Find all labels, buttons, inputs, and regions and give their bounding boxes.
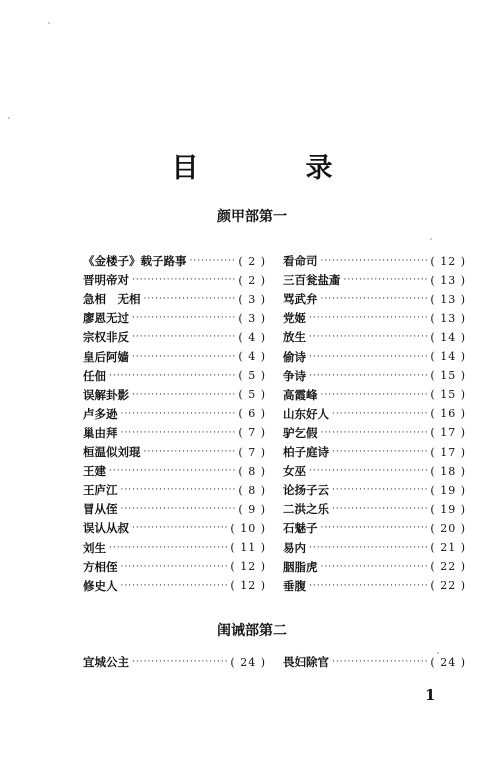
section-heading: 闺诫部第二 [217, 623, 287, 639]
entry-title: 柏子庭诗 [283, 445, 329, 459]
toc-entry [283, 425, 466, 441]
dot-leader [109, 466, 235, 476]
toc-entry [83, 520, 266, 536]
dot-leader [309, 313, 427, 323]
entry-title: 冒从侄 [83, 502, 118, 517]
entry-title: 宗权非反 [83, 330, 129, 345]
dot-leader [332, 504, 427, 514]
section-heading: 颜甲部第一 [217, 209, 287, 225]
scan-speck [430, 238, 432, 240]
dot-leader [309, 466, 427, 476]
dot-leader [321, 523, 428, 533]
entry-page: ( 4 ) [238, 330, 266, 344]
toc-entry [83, 425, 266, 441]
entry-page: ( 22 ) [430, 560, 466, 574]
entry-title: 廖恩无过 [83, 311, 129, 326]
entry-page: ( 14 ) [430, 350, 466, 363]
entry-page: ( 24 ) [430, 655, 466, 669]
entry-page: ( 7 ) [238, 445, 266, 459]
dot-leader [332, 409, 427, 419]
entry-page: ( 17 ) [430, 445, 466, 459]
entry-title: 胭脂虎 [283, 559, 318, 574]
toc-entry [283, 349, 466, 365]
dot-leader [132, 332, 235, 342]
entry-page: ( 16 ) [430, 407, 466, 421]
entry-title: 高霞峰 [283, 387, 318, 402]
toc-entry [83, 329, 266, 345]
dot-leader [332, 657, 427, 667]
dot-leader [132, 275, 235, 285]
entry-title: 宜城公主 [83, 655, 129, 669]
dot-leader [321, 562, 428, 572]
toc-entry [283, 540, 466, 556]
entry-page: ( 4 ) [238, 350, 266, 363]
entry-title: 刘生 [83, 540, 106, 555]
toc-entry [83, 368, 266, 384]
toc-entry [83, 654, 266, 670]
entry-page: ( 13 ) [430, 273, 466, 287]
entry-title: 《金楼子》载子路事 [83, 254, 187, 268]
entry-page: ( 12 ) [430, 254, 466, 268]
dot-leader [321, 294, 428, 304]
entry-page: ( 3 ) [238, 311, 266, 325]
entry-page: ( 2 ) [238, 254, 266, 268]
dot-leader [121, 409, 236, 419]
entry-title: 骂武弁 [283, 292, 318, 307]
dot-leader [321, 256, 428, 266]
toc-entry [283, 329, 466, 345]
entry-page: ( 22 ) [430, 579, 466, 593]
toc-entry [283, 559, 466, 575]
entry-page: ( 12 ) [230, 560, 266, 574]
entry-title: 皇后阿嫱 [83, 349, 129, 364]
dot-leader [309, 371, 427, 381]
toc-entry [83, 406, 266, 422]
entry-title: 党姬 [283, 311, 306, 326]
toc-entry [83, 540, 266, 556]
entry-title: 论扬子云 [283, 483, 329, 498]
entry-page: ( 3 ) [238, 292, 266, 306]
entry-page: ( 8 ) [238, 464, 266, 478]
entry-title: 巢由拜 [83, 425, 118, 440]
toc-entry [83, 387, 266, 403]
toc-entry [283, 406, 466, 422]
entry-title: 误解卦影 [83, 387, 129, 402]
entry-page: ( 11 ) [230, 541, 266, 554]
dot-leader [332, 447, 427, 457]
entry-page: ( 9 ) [238, 502, 266, 516]
entry-page: ( 13 ) [430, 292, 466, 306]
entry-title: 三百瓮盐齑 [283, 273, 341, 288]
toc-entry [283, 272, 466, 288]
entry-title: 二洪之乐 [283, 502, 329, 517]
dot-leader [321, 390, 428, 400]
toc-entry [283, 368, 466, 384]
entry-title: 偷诗 [283, 349, 306, 364]
entry-page: ( 10 ) [230, 521, 266, 535]
entry-title: 晋明帝对 [83, 273, 129, 288]
entry-page: ( 13 ) [430, 311, 466, 325]
dot-leader [132, 523, 227, 533]
entry-page: ( 5 ) [238, 369, 266, 383]
dot-leader [309, 543, 427, 553]
dot-leader [309, 332, 427, 342]
entry-page: ( 20 ) [430, 521, 466, 535]
toc-entry [83, 463, 266, 479]
entry-page: ( 12 ) [230, 579, 266, 593]
entry-title: 方相侄 [83, 559, 118, 574]
entry-title: 桓温似刘琨 [83, 445, 141, 459]
entry-title: 急相 无相 [83, 292, 141, 307]
toc-entry [83, 482, 266, 498]
toc-entry [83, 291, 266, 307]
entry-title: 女巫 [283, 464, 306, 479]
entry-title: 任佃 [83, 368, 106, 383]
toc-entry [83, 272, 266, 288]
toc-entry [283, 463, 466, 479]
entry-title: 垂腹 [283, 578, 306, 593]
toc-entry [83, 349, 266, 365]
entry-title: 易内 [283, 540, 306, 555]
entry-title: 修史人 [83, 578, 118, 593]
entry-title: 畏妇除官 [283, 655, 329, 669]
entry-page: ( 18 ) [430, 464, 466, 478]
toc-entry [283, 444, 466, 460]
scan-speck [8, 117, 10, 119]
dot-leader [309, 581, 427, 591]
toc-entry [83, 253, 266, 269]
toc-entry [283, 654, 466, 670]
dot-leader [309, 352, 427, 362]
scan-speck [48, 22, 50, 24]
dot-leader [332, 485, 427, 495]
entry-title: 争诗 [283, 368, 306, 383]
toc-entry [283, 253, 466, 269]
toc-entry [283, 387, 466, 403]
entry-title: 卢多逊 [83, 406, 118, 421]
toc-entry [83, 559, 266, 575]
page-title: 目 录 [171, 153, 373, 184]
toc-entry [283, 310, 466, 326]
toc-entry [283, 520, 466, 536]
dot-leader [132, 313, 235, 323]
dot-leader [109, 543, 227, 553]
dot-leader [144, 294, 236, 304]
dot-leader [132, 352, 235, 362]
toc-entry [283, 501, 466, 517]
entry-title: 放生 [283, 330, 306, 345]
entry-page: ( 6 ) [238, 407, 266, 421]
entry-page: ( 2 ) [238, 273, 266, 287]
entry-page: ( 19 ) [430, 483, 466, 497]
dot-leader [190, 256, 236, 266]
dot-leader [109, 371, 235, 381]
entry-page: ( 17 ) [430, 426, 466, 440]
dot-leader [121, 562, 228, 572]
dot-leader [132, 657, 227, 667]
entry-title: 王庐江 [83, 483, 118, 498]
entry-title: 驴乞假 [283, 425, 318, 440]
page-number: 1 [425, 686, 436, 704]
dot-leader [132, 390, 235, 400]
entry-title: 山东好人 [283, 406, 329, 421]
toc-entry [283, 291, 466, 307]
dot-leader [321, 428, 428, 438]
toc-entry [83, 578, 266, 594]
entry-page: ( 8 ) [238, 483, 266, 497]
entry-title: 王建 [83, 464, 106, 479]
entry-page: ( 15 ) [430, 369, 466, 383]
toc-entry [283, 578, 466, 594]
entry-title: 误认从叔 [83, 521, 129, 536]
entry-page: ( 21 ) [430, 541, 466, 554]
entry-page: ( 7 ) [238, 426, 266, 440]
dot-leader [144, 447, 236, 457]
dot-leader [121, 581, 228, 591]
dot-leader [344, 275, 428, 285]
dot-leader [121, 428, 236, 438]
entry-page: ( 15 ) [430, 388, 466, 402]
toc-entry [83, 444, 266, 460]
toc-entry [283, 482, 466, 498]
entry-page: ( 14 ) [430, 330, 466, 344]
entry-title: 看命司 [283, 254, 318, 268]
entry-page: ( 24 ) [230, 655, 266, 669]
entry-title: 石魅子 [283, 521, 318, 536]
entry-page: ( 19 ) [430, 502, 466, 516]
toc-entry [83, 310, 266, 326]
toc-entry [83, 501, 266, 517]
entry-page: ( 5 ) [238, 388, 266, 402]
dot-leader [121, 504, 236, 514]
dot-leader [121, 485, 236, 495]
